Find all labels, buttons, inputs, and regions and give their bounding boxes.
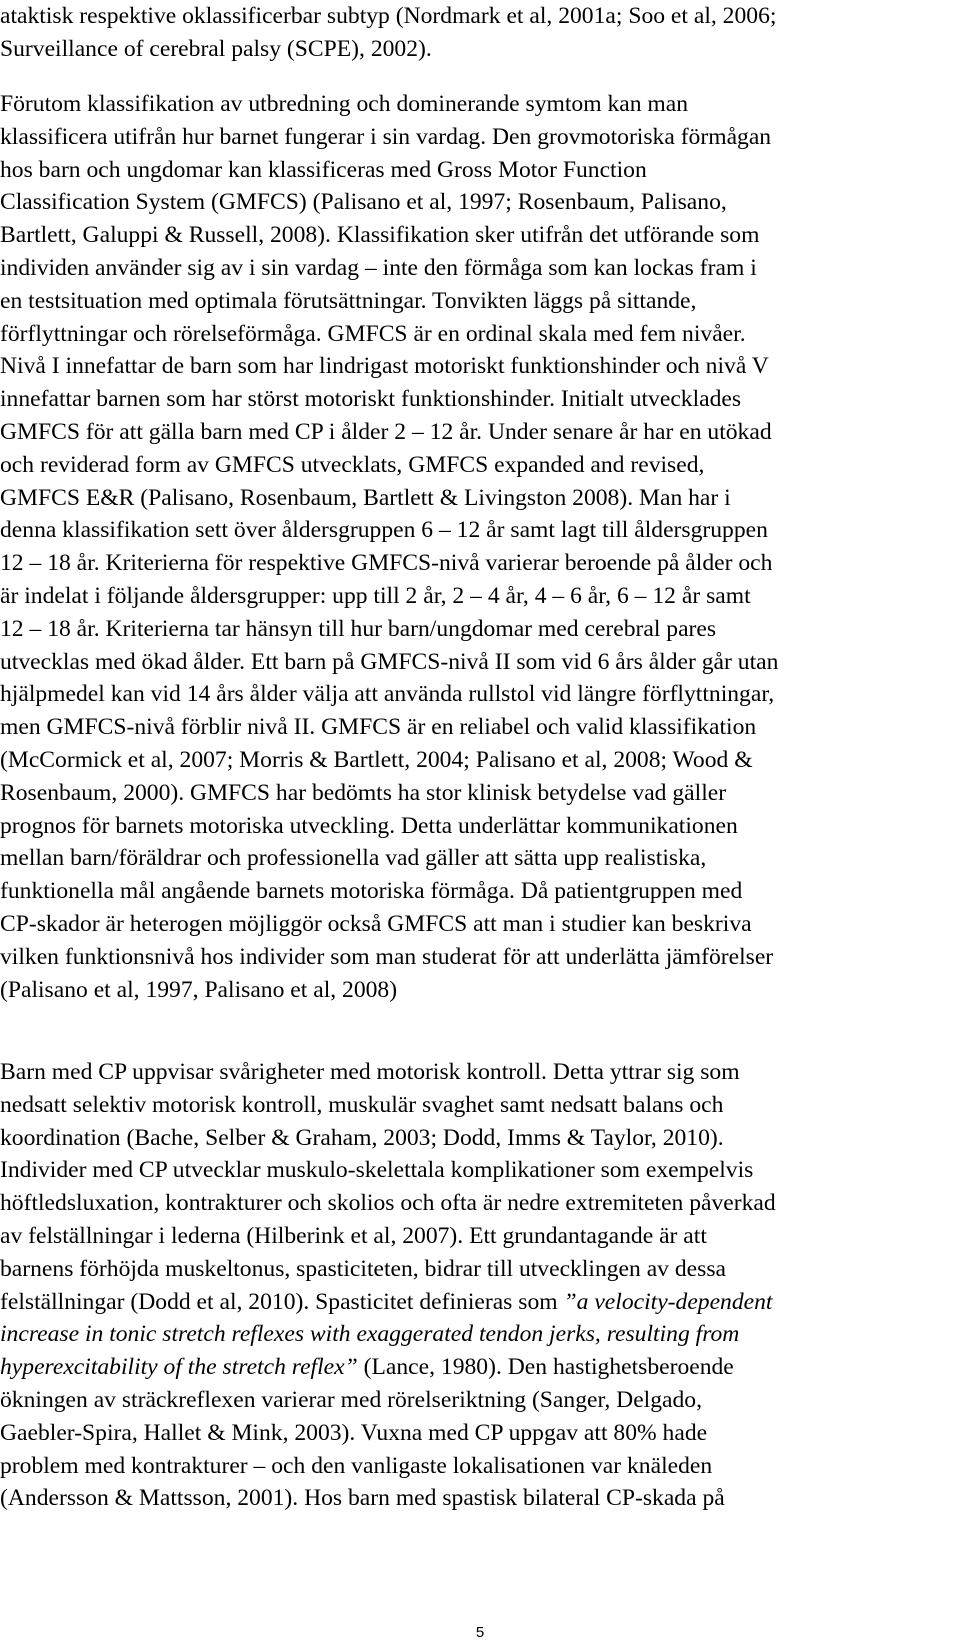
text-line: Förutom klassifikation av utbredning och dominerande symtom kan man	[0, 91, 689, 117]
text-line: koordination (Bache, Selber & Graham, 2003; Dodd, Imms & Taylor, 2010).	[0, 1124, 724, 1151]
text-line: prognos för barnets motoriska utveckling. Detta underlättar kommunikationen	[0, 812, 738, 839]
text-line: av felställningar i lederna (Hilberink et al, 2007). Ett grundantagande är att	[0, 1222, 707, 1249]
text-line: Nivå I innefattar de barn som har lindrigast motoriskt funktionshinder och nivå V	[0, 353, 769, 380]
text-run: felställningar (Dodd et al, 2010). Spasticitet definieras som	[0, 1288, 564, 1315]
text-line: (Andersson & Mattsson, 2001). Hos barn med spastisk bilateral CP-skada på	[0, 1485, 725, 1512]
text-line: klassificera utifrån hur barnet fungerar i sin vardag. Den grovmotoriska förmågan	[0, 123, 772, 150]
text-line: Rosenbaum, 2000). GMFCS har bedömts ha stor klinisk betydelse vad gäller	[0, 779, 727, 806]
text-line: vilken funktionsnivå hos individer som man studerat för att underlätta jämförelser	[0, 943, 774, 970]
text-line: förflyttningar och rörelseförmåga. GMFCS är en ordinal skala med fem nivåer.	[0, 320, 746, 347]
text-line: GMFCS E&R (Palisano, Rosenbaum, Bartlett & Livingston 2008). Man har i	[0, 484, 731, 511]
text-line: mellan barn/föräldrar och professionella vad gäller att sätta upp realistiska,	[0, 845, 707, 872]
text-line: 12 – 18 år. Kriterierna tar hänsyn till hur barn/ungdomar med cerebral pares	[0, 615, 717, 642]
text-line: Bartlett, Galuppi & Russell, 2008). Klassifikation sker utifrån det utförande som	[0, 222, 760, 249]
text-line: problem med kontrakturer – och den vanligaste lokalisationen var knäleden	[0, 1452, 713, 1479]
text-line: ataktisk respektive oklassificerbar subtyp (Nordmark et al, 2001a; Soo et al, 2006;	[0, 3, 777, 29]
paragraph-continued	[0, 0, 776, 66]
text-line: barnens förhöjda muskeltonus, spasticiteten, bidrar till utvecklingen av dessa	[0, 1255, 726, 1282]
text-line: 12 – 18 år. Kriterierna för respektive GMFCS-nivå varierar beroende på ålder och	[0, 550, 773, 577]
text-line: hjälpmedel kan vid 14 års ålder välja att använda rullstol vid längre förflyttningar,	[0, 681, 775, 708]
text-line: denna klassifikation sett över åldersgruppen 6 – 12 år samt lagt till åldersgruppen	[0, 517, 768, 544]
text-line: ökningen av sträckreflexen varierar med rörelseriktning (Sanger, Delgado,	[0, 1386, 702, 1413]
text-line-quote-end	[0, 1351, 776, 1384]
text-line: (Palisano et al, 1997, Palisano et al, 2008)	[0, 976, 398, 1003]
quote-text: ”a velocity-dependent	[563, 1288, 773, 1315]
text-line: CP-skador är heterogen möjliggör också GMFCS att man i studier kan beskriva	[0, 910, 752, 937]
paragraph-gmfcs	[0, 88, 778, 1006]
text-line: GMFCS för att gälla barn med CP i ålder 2 – 12 år. Under senare år har en utökad	[0, 418, 772, 445]
text-line: Classification System (GMFCS) (Palisano et al, 1997; Rosenbaum, Palisano,	[0, 189, 727, 216]
text-line: individen använder sig av i sin vardag – inte den förmåga som kan lockas fram i	[0, 254, 757, 281]
text-line: en testsituation med optimala förutsättningar. Tonvikten läggs på sittande,	[0, 287, 697, 314]
text-line: utvecklas med ökad ålder. Ett barn på GMFCS-nivå II som vid 6 års ålder går utan	[0, 648, 779, 675]
text-line: och reviderad form av GMFCS utvecklats, GMFCS expanded and revised,	[0, 451, 705, 478]
page-number: 5	[475, 1624, 485, 1641]
text-line: Barn med CP uppvisar svårigheter med motorisk kontroll. Detta yttrar sig som	[0, 1059, 740, 1085]
text-run: (Lance, 1980). Den hastighetsberoende	[357, 1354, 734, 1381]
quote-text: increase in tonic stretch reflexes with exaggerated tendon jerks, resulting from	[0, 1321, 740, 1348]
text-line: funktionella mål angående barnets motoriska förmåga. Då patientgruppen med	[0, 878, 743, 905]
text-line: Individer med CP utvecklar muskulo-skelettala komplikationer som exempelvis	[0, 1157, 754, 1184]
text-line: är indelat i följande åldersgrupper: upp till 2 år, 2 – 4 år, 4 – 6 år, 6 – 12 år samt	[0, 582, 751, 609]
text-line: nedsatt selektiv motorisk kontroll, muskulär svaghet samt nedsatt balans och	[0, 1091, 724, 1118]
text-line-quote	[0, 1318, 776, 1351]
quote-text: hyperexcitability of the stretch reflex”	[0, 1354, 358, 1381]
paragraph-motor-control	[0, 1056, 776, 1515]
text-line: Gaebler-Spira, Hallet & Mink, 2003). Vuxna med CP uppgav att 80% hade	[0, 1419, 708, 1446]
text-line-with-quote	[0, 1286, 776, 1319]
text-line: innefattar barnen som har störst motoriskt funktionshinder. Initialt utvecklades	[0, 386, 742, 413]
text-line: hos barn och ungdomar kan klassificeras med Gross Motor Function	[0, 156, 647, 183]
text-line: (McCormick et al, 2007; Morris & Bartlett, 2004; Palisano et al, 2008; Wood &	[0, 746, 753, 773]
text-line: Surveillance of cerebral palsy (SCPE), 2002).	[0, 35, 432, 62]
text-line: höftledsluxation, kontrakturer och skolios och ofta är nedre extremiteten påverkad	[0, 1190, 776, 1217]
text-line: men GMFCS-nivå förblir nivå II. GMFCS är en reliabel och valid klassifikation	[0, 714, 757, 741]
